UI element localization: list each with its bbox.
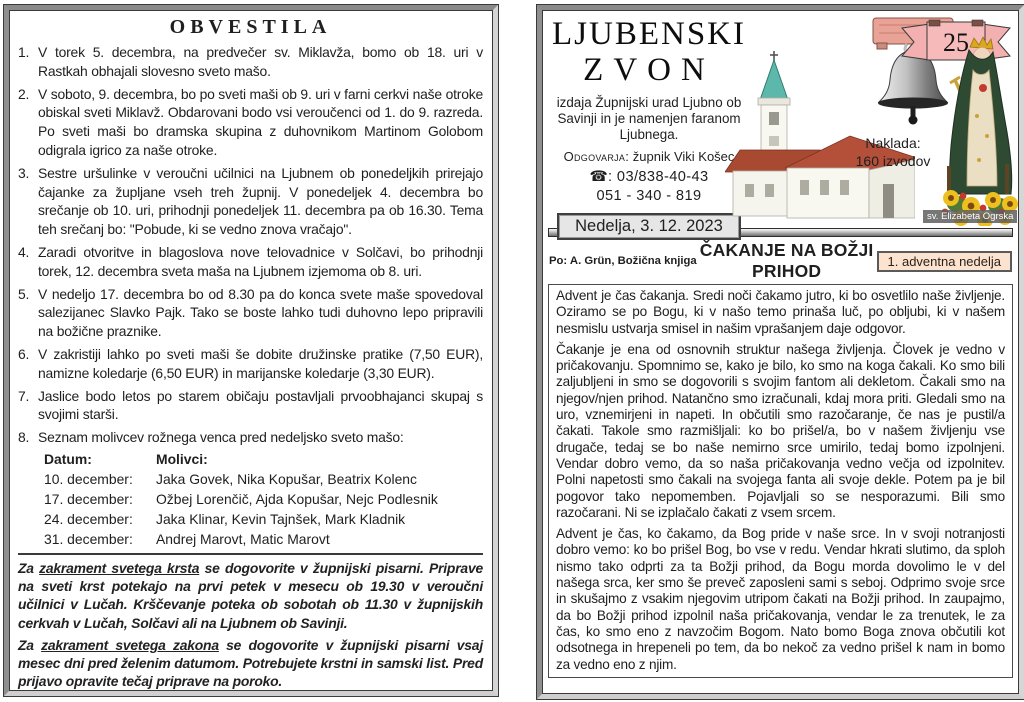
- item-number: 5.: [18, 285, 30, 302]
- item-number: 7.: [18, 387, 30, 404]
- newsletter-title: [549, 16, 749, 88]
- newsletter-content: [542, 10, 1019, 694]
- article-body: [548, 284, 1013, 678]
- item-text: Seznam molivcev rožnega venca pred nedeljsko sveto mašo:: [38, 429, 404, 446]
- schedule-names: Jaka Klinar, Kevin Tajnšek, Mark Kladnik: [156, 510, 406, 527]
- schedule-names: Andrej Marovt, Matic Marovt: [156, 530, 330, 547]
- schedule-names: Jaka Govek, Nika Kopušar, Beatrix Kolenc: [156, 470, 417, 487]
- list-item: [18, 243, 483, 281]
- article-source: Po: A. Grün, Božična knjiga: [549, 255, 697, 267]
- sacraments-info-block: [18, 553, 483, 690]
- list-item: [18, 285, 483, 341]
- spire: [760, 60, 788, 100]
- item-number: 4.: [18, 243, 30, 260]
- item-text: Jaslice bodo letos po starem običaju postavljali prvoobhajanci skupaj s svojimi starši.: [38, 387, 483, 423]
- page-title: OBVESTILA: [169, 16, 332, 38]
- item-text: Sestre uršulinke v veroučni učilnici na Ljubnem ob ponedeljkih prirejajo čajanke za župljane vseh treh župnij. V ponedeljek 4. decembra bo srečanje ob 10. uri, prihodnji ponedeljek 11. decembra pa ob 16.30. Tema teh srečanj bo: "Pobude, ki se vedno znova vračajo".: [38, 164, 483, 238]
- statue-caption: sv. Elizabeta Ogrska: [923, 210, 1017, 223]
- title-line1: LJUBENSKI: [551, 16, 746, 52]
- table-row: [44, 529, 483, 549]
- phone-icon: ☎: [589, 169, 609, 185]
- table-row: [44, 509, 483, 529]
- responsible-line: [549, 149, 749, 164]
- lead-text: Za: [18, 636, 42, 653]
- table-row: [44, 469, 483, 489]
- list-item: [18, 43, 483, 81]
- title-line2: ZVON: [583, 52, 715, 88]
- phone-number-2: 051 - 340 - 819: [596, 188, 702, 204]
- issue-number: 25: [943, 28, 969, 57]
- article-paragraph: Advent je čas čakanja. Sredi noči čakamo jutro, ki bo osvetlilo naše življenje. Oziramo se po Bogu, ki v našo temo prinaša luč, po obljubi, ki v našem nesmislu ustvarja smisel in našim vprašanjem daje odgovor.: [556, 288, 1005, 336]
- circulation-value: 160 izvodov: [855, 153, 931, 169]
- schedule-names: Ožbej Lorenčič, Ajda Kopušar, Nejc Podlesnik: [156, 490, 438, 507]
- table-row: [44, 489, 483, 509]
- baptism-phrase: zakrament svetega krsta: [39, 559, 200, 576]
- newsletter-page: [536, 4, 1024, 700]
- schedule-date: 10. december:: [44, 470, 133, 487]
- list-item: [18, 345, 483, 383]
- circulation-note: [847, 134, 939, 170]
- list-item: [18, 387, 483, 425]
- bell-clapper: [909, 116, 918, 125]
- marriage-rest: se dogovorite v župnijski pisarni vsaj mesec dni pred želenim datumom. Potrebujete krstni in samski list. Pred prijavo opravite tečaj priprave na poroko.: [18, 636, 483, 690]
- item-number: 2.: [18, 85, 30, 102]
- schedule-date: 24. december:: [44, 510, 133, 527]
- lead-text: Za: [18, 559, 40, 576]
- publisher-note: izdaja Župnijski urad Ljubno ob Savinji in je namenjen faranom Ljubnega.: [556, 95, 742, 142]
- responsible-label: Odgovarja:: [563, 149, 630, 164]
- schedule-date: 17. december:: [44, 490, 133, 507]
- masthead-text-column: [549, 16, 749, 240]
- schedule-date: 31. december:: [44, 530, 133, 547]
- item-text: V nedeljo 17. decembra bo od 8.30 pa do konca svete maše spovedoval salezijanec Slavko Pajk. Tako se boste lahko tudi duhovno lepo pripravili na božične praznike.: [38, 285, 483, 340]
- phone-number-1: : 03/838-40-43: [608, 169, 709, 185]
- advent-sunday-badge: 1. adventna nedelja: [877, 251, 1012, 272]
- item-text: V soboto, 9. decembra, bo po sveti maši ob 9. uri v farni cerkvi naše otroke obiskal sveti Miklavž. Obdarovani bodo vsi veroučenci od 1. do 9. razreda. Po sveti maši bo dramska skupina z duhovnikom Martinom Golobom odigrala igrico za naše otroke.: [38, 85, 483, 158]
- baptism-info: [18, 559, 483, 632]
- item-text: V torek 5. decembra, na predvečer sv. Miklavža, bomo ob 18. uri v Rastkah obhajali slovesno sveto mašo.: [38, 44, 483, 79]
- list-item: [18, 428, 483, 447]
- crown: [970, 37, 993, 49]
- item-text: Zaradi otvoritve in blagoslova nove telovadnice v Solčavi, bo prihodnji torek, 12. decembra sveta maša na Ljubnem izjemoma ob 8. uri.: [38, 243, 483, 279]
- baptism-rest: se dogovorite v župnijski pisarni. Priprave na sveti krst potekajo na prvi petek v mesecu ob 19.30 v veroučni učilnici v Lučah. Krščevanje poteka ob sobotah ob 11.30 v župnijskih cerkvah v Lučah, Solčavi ali na Ljubnem ob Savinji.: [18, 559, 483, 631]
- article-title: ČAKANJE NA BOŽJI PRIHOD: [699, 240, 874, 281]
- masthead: [547, 14, 1014, 235]
- phone-lines: [549, 168, 749, 206]
- list-item: [18, 164, 483, 239]
- schedule-names-header: Molivci:: [156, 450, 208, 467]
- marriage-phrase: zakrament svetega zakona: [41, 636, 219, 653]
- circulation-label: Naklada:: [865, 135, 921, 151]
- item-number: 1.: [18, 44, 30, 60]
- article-paragraph: Advent je čas, ko čakamo, da Bog pride v naše srce. In v svoji notranjosti dobro vemo: ko bo prišel Bog, bo vse v redu. Vendar hkrati slutimo, da sploh nismo tako odprti za ta Božji prihod, da Bogu morda dovolimo le v del našega srca, ker smo še preveč zaposleni sami s seboj. Odprimo svoje srce in skušajmo z vsakim njegovim utripom čakati na Božji prihod. In zaupajmo, da bo Božji prihod izpolnil naša pričakovanja, vendar le za trenutek, le za čas, ko smo eno z navzočim Bogom. Nato bomo Boga znova občutili kot odsotnega in hrepeneli po tem, da bo nekoč za vedno prišel k nam in bomo za vedno eno z njim.: [556, 526, 1005, 672]
- item-number: 3.: [18, 164, 30, 181]
- announcements-page: [3, 4, 499, 697]
- schedule-date-header: Datum:: [44, 450, 92, 467]
- schedule-header: [44, 449, 483, 469]
- item-number: 8.: [18, 429, 30, 446]
- item-text: V zakristiji lahko po sveti maši še dobite družinske pratike (7,50 EUR), namizne koledarje (6,50 EUR) in marijanske koledarje (3,30 EUR).: [38, 345, 483, 381]
- article-paragraph: Čakanje je ena od osnovnih struktur našega življenja. Človek je vedno v pričakovanju. Spomnimo se, kako je bilo, ko smo na koga čakali. Ko smo bili zaljubljeni in smo se dogovorili s svojim fantom ali dekletom. Čakali smo na njegov/njen prihod. Natančno smo izračunali, kdaj mora priti. Gledali smo na uro, vznemirjeni in napeti. In občutili smo razočaranje, če nas je pustil/a čakati. Takole smo razmišljali: ko bo prišel/a, bo v našem življenju vse drugače, tedaj se bo naše nemirno srce umirilo, tedaj bomo izpolnjeni. Vendar dobro vemo, da so naša pričakovanja vedno večja od izpolnitev. Polni napetosti smo čakali na svojega fanta ali svoje dekle. Potem pa je bil pogovor tako nepomemben. Pojavljali so se nesporazumi. Bili smo razočarani. Ni se izplačalo čakati z vsem srcem.: [556, 341, 1005, 520]
- responsible-value: župnik Viki Košec: [629, 149, 735, 164]
- article-title-row: [549, 240, 1012, 282]
- list-item: [18, 85, 483, 160]
- marriage-info: [18, 636, 483, 691]
- announcements-content: [9, 10, 493, 691]
- issue-date-box: Nedelja, 3. 12. 2023: [557, 213, 741, 240]
- item-number: 6.: [18, 345, 30, 362]
- rosary-schedule: [44, 449, 483, 549]
- statue-illustration: [939, 36, 1019, 226]
